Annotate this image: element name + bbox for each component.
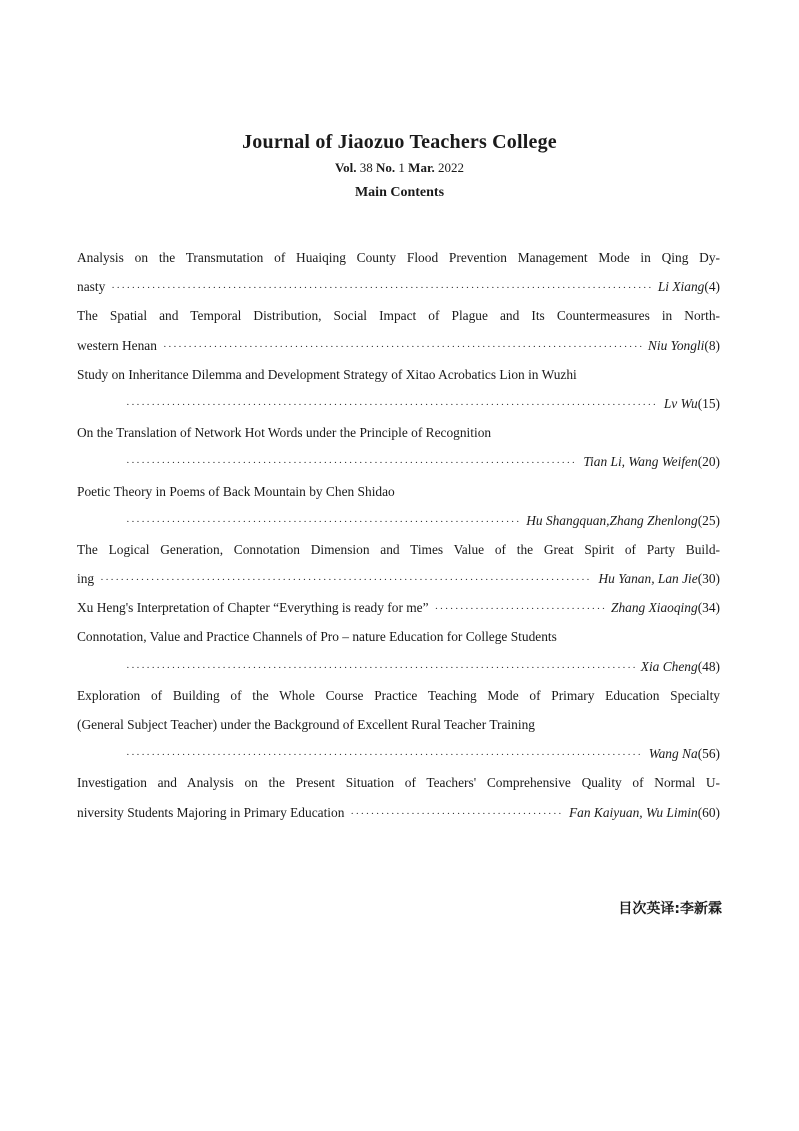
entry-title-line: Poetic Theory in Poems of Back Mountain by Chen Shidao [77, 483, 395, 499]
entry-page-number: (48) [697, 658, 720, 674]
entry-leader-line [77, 801, 720, 830]
entry-page-number: (4) [704, 279, 720, 295]
entry-leader-line [77, 450, 720, 479]
toc-entry[interactable] [77, 363, 720, 421]
entry-leader-line [77, 275, 720, 304]
entry-page-number: (25) [697, 512, 720, 528]
entry-title-line: On the Translation of Network Hot Words under the Principle of Recognition [77, 425, 492, 441]
entry-author: Zhang Xiaoqing [611, 600, 698, 616]
leader-dots [126, 511, 520, 534]
entry-page-number: (60) [697, 804, 720, 820]
toc-entry[interactable] [77, 480, 720, 538]
toc-entry[interactable] [77, 304, 720, 362]
entry-author: Hu Yanan, Lan Jie [598, 571, 698, 587]
issue-info [0, 157, 799, 179]
entry-title-line: western Henan [77, 337, 157, 353]
entry-title-line: The Logical Generation, Connotation Dimension and Times Value of the Great Spirit of Party Build- [77, 541, 720, 557]
entry-title-line: ing [77, 571, 95, 587]
entry-author: Hu Shangquan,Zhang Zhenlong [526, 512, 698, 528]
entry-author: Li Xiang [657, 279, 705, 295]
toc-entry[interactable] [77, 684, 720, 772]
toc-entry[interactable] [77, 596, 720, 625]
translator-note: 目次英译:李新霖 [618, 901, 722, 917]
entry-author: Tian Li, Wang Weifen [583, 454, 698, 470]
entry-author: Niu Yongli [647, 337, 705, 353]
entry-page-number: (8) [704, 337, 720, 353]
leader-dots [100, 569, 592, 592]
issue-number: 1 [398, 160, 405, 175]
year: 2022 [438, 160, 465, 175]
entry-leader-line [77, 334, 720, 363]
toc-entry[interactable] [77, 771, 720, 829]
vol-label: Vol. [334, 160, 357, 175]
entry-title-line: Investigation and Analysis on the Present Situation of Teachers' Comprehensive Quality of Normal U- [77, 775, 720, 791]
entry-page-number: (30) [697, 571, 720, 587]
entry-title-line: Exploration of Building of the Whole Course Practice Teaching Mode of Primary Education Specialty [77, 687, 720, 703]
entry-page-number: (20) [697, 454, 720, 470]
leader-dots [126, 394, 658, 417]
no-label: No. [376, 160, 396, 175]
leader-dots [126, 744, 643, 767]
leader-dots [163, 336, 642, 359]
entry-title-line: The Spatial and Temporal Distribution, Social Impact of Plague and Its Countermeasures in North- [77, 308, 720, 324]
vol-number: 38 [359, 160, 373, 175]
leader-dots [111, 277, 652, 300]
entry-page-number: (15) [697, 395, 720, 411]
entry-title-line: niversity Students Majoring in Primary Education [77, 804, 345, 820]
leader-dots [350, 803, 563, 826]
month-label: Mar. [408, 160, 435, 175]
entry-leader-line [77, 655, 720, 684]
entry-title-line: (General Subject Teacher) under the Background of Excellent Rural Teacher Training [77, 717, 535, 732]
entry-author: Wang Na [648, 746, 698, 762]
journal-title: Journal of Jiaozuo Teachers College [242, 131, 557, 153]
journal-header [0, 128, 799, 204]
entry-leader-line [77, 392, 720, 421]
entry-title-line: Analysis on the Transmutation of Huaiqing County Flood Prevention Management Mode in Qing Dy- [77, 250, 720, 265]
entry-page-number: (34) [697, 600, 720, 616]
toc-entry[interactable] [77, 538, 720, 596]
entry-title-line: Xu Heng's Interpretation of Chapter “Everything is ready for me” [77, 600, 429, 616]
entry-author: Xia Cheng [640, 658, 698, 674]
toc-entry[interactable] [77, 625, 720, 683]
entry-author: Fan Kaiyuan, Wu Limin [568, 804, 698, 820]
entry-leader-line [77, 596, 720, 625]
entry-title-line: Study on Inheritance Dilemma and Development Strategy of Xitao Acrobatics Lion in Wuzhi [77, 366, 577, 382]
table-of-contents [77, 246, 720, 830]
entry-page-number: (56) [697, 746, 720, 762]
leader-dots [126, 657, 635, 680]
entry-title-line: nasty [77, 279, 106, 295]
entry-leader-line [77, 567, 720, 596]
contents-title: Main Contents [354, 185, 445, 200]
entry-title-line: Connotation, Value and Practice Channels of Pro – nature Education for College Students [77, 629, 557, 645]
entry-leader-line [77, 742, 720, 771]
leader-dots [126, 452, 577, 475]
entry-leader-line [77, 509, 720, 538]
toc-entry[interactable] [77, 421, 720, 479]
leader-dots [435, 598, 605, 621]
entry-author: Lv Wu [663, 395, 698, 411]
toc-entry[interactable] [77, 246, 720, 304]
